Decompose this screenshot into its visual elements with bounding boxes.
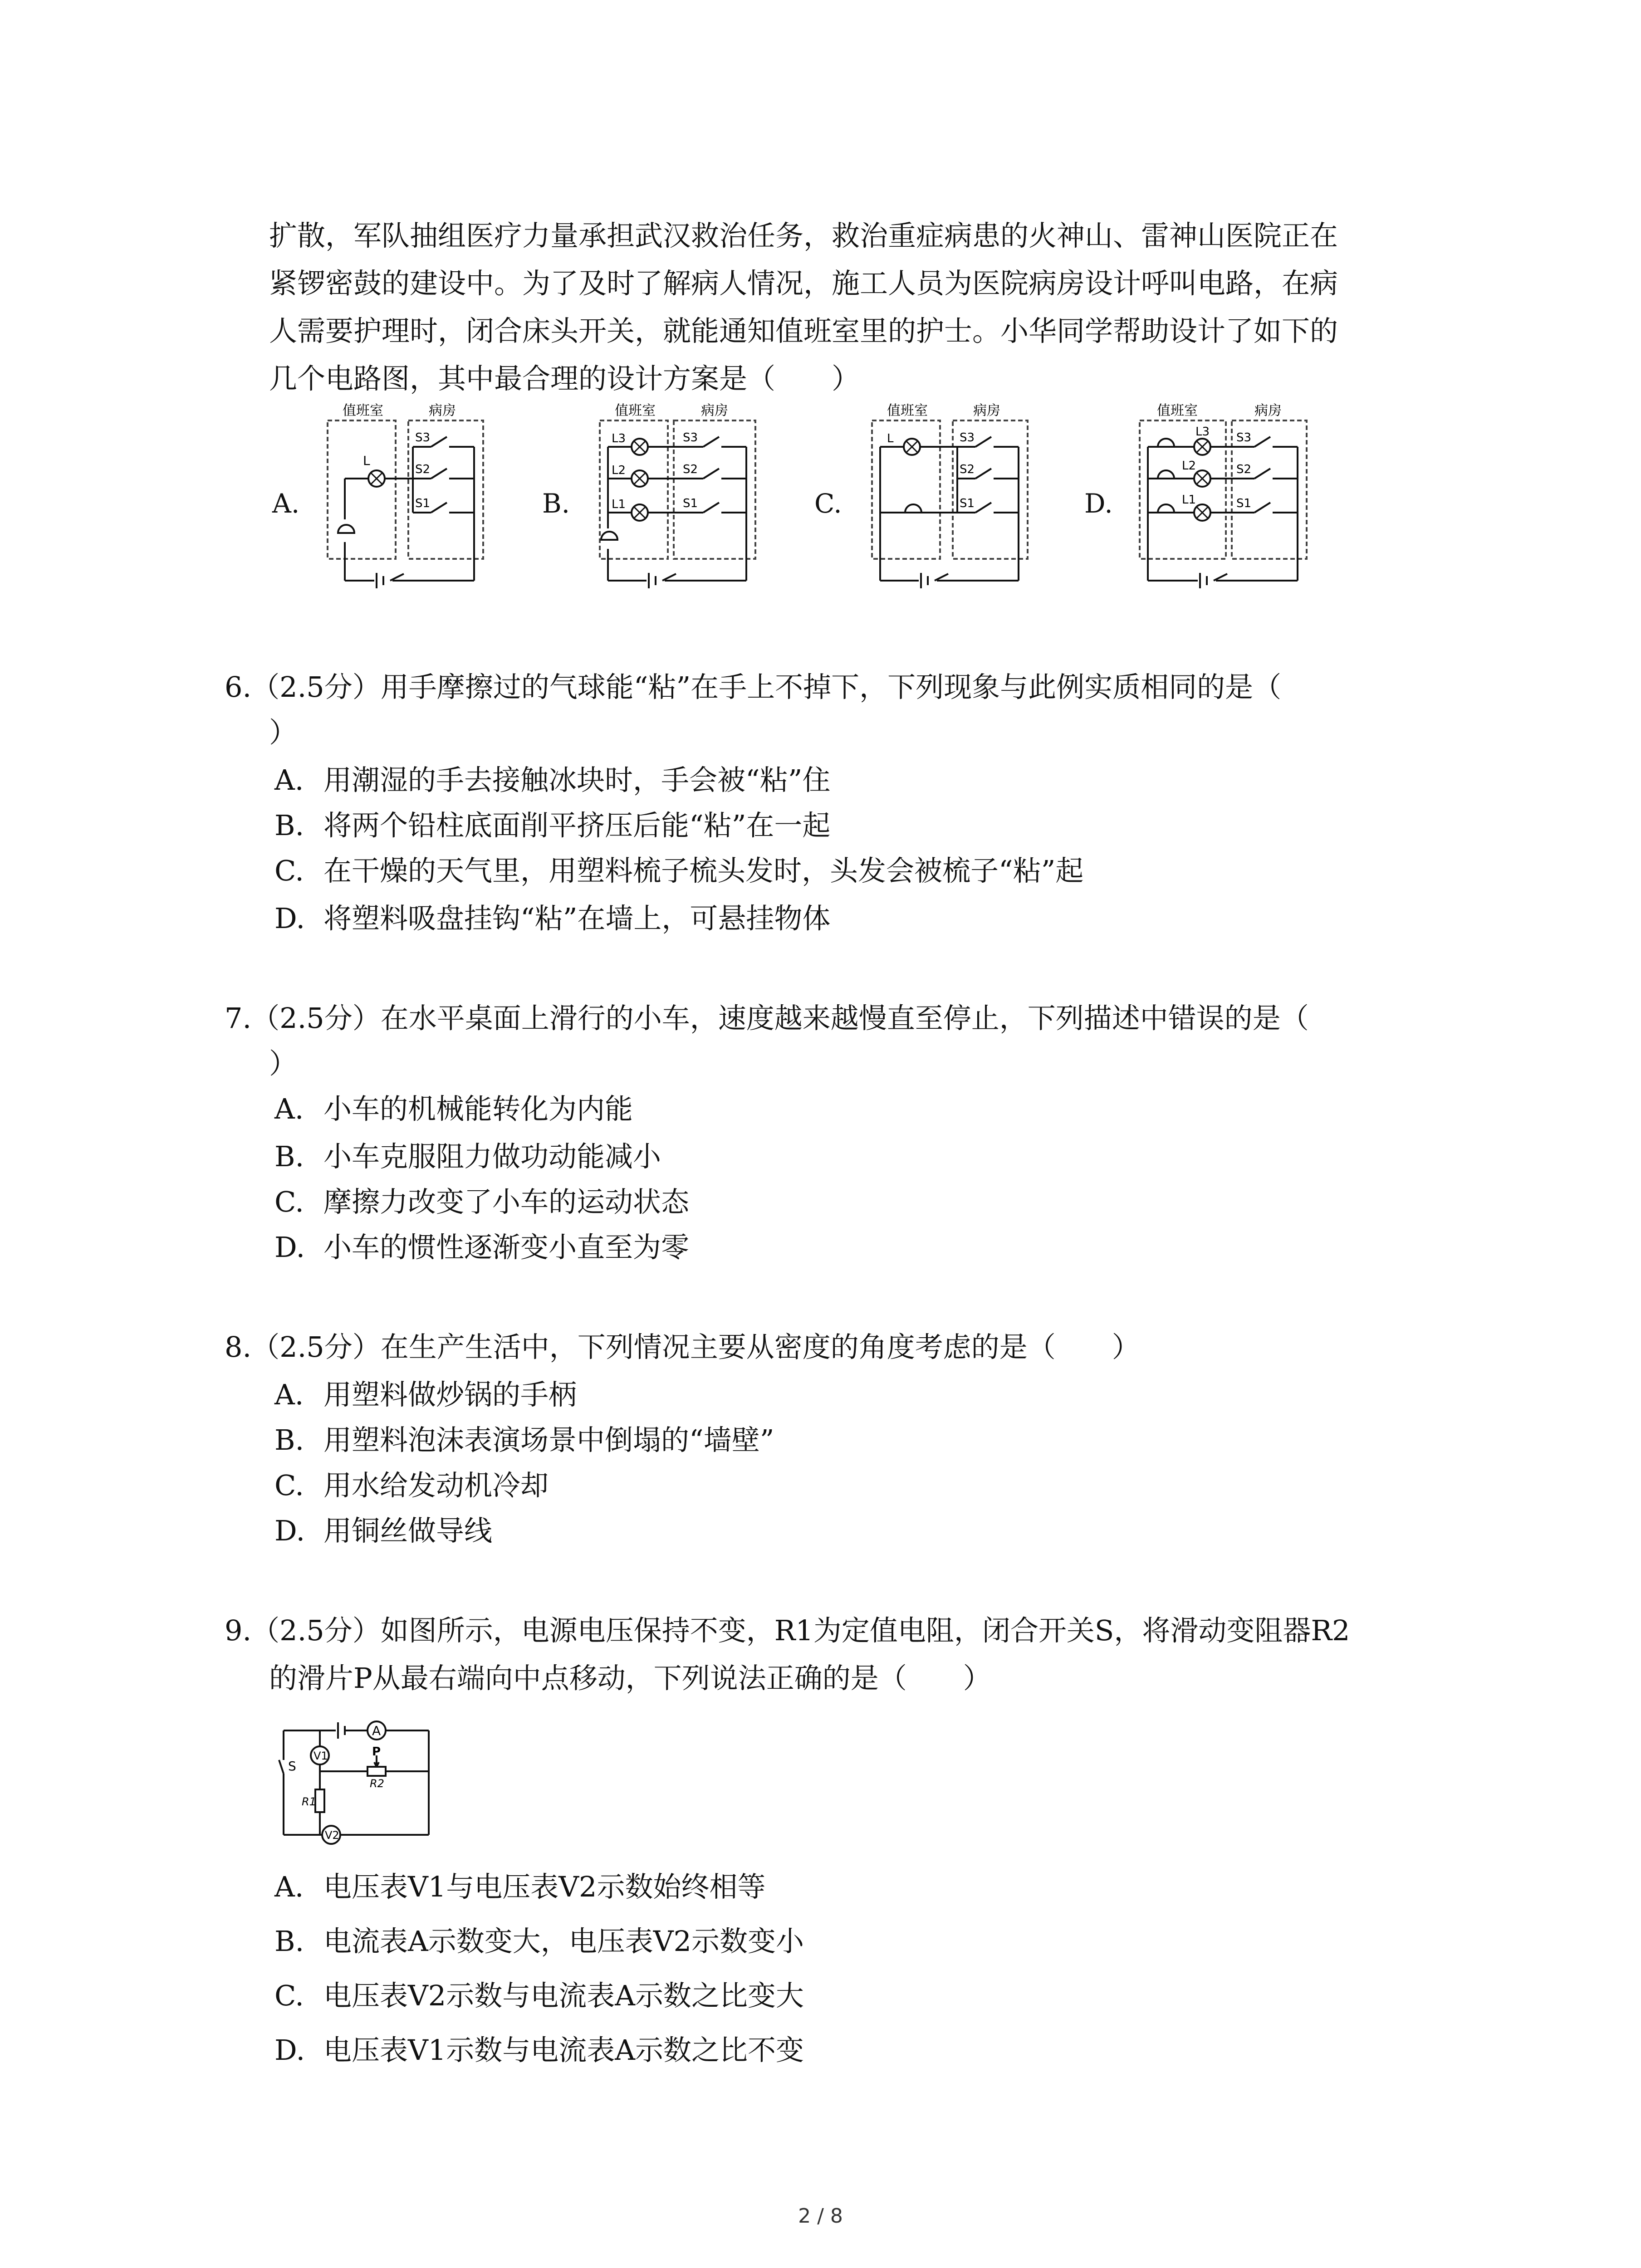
q9-option-a: A. 电压表V1与电压表V2示数始终相等 <box>274 1870 766 1903</box>
r2-label: R2 <box>370 1777 384 1790</box>
svg-text:S2: S2 <box>1236 463 1252 476</box>
q7-option-a: A. 小车的机械能转化为内能 <box>274 1092 633 1125</box>
page-number: 2 / 8 <box>798 2204 843 2228</box>
svg-text:S3: S3 <box>1236 431 1252 445</box>
q9-option-d: D. 电压表V1示数与电流表A示数之比不变 <box>274 2033 804 2067</box>
q5-circuit-c <box>862 401 1043 606</box>
svg-text:L1: L1 <box>1182 493 1196 507</box>
q9-stem: 9.（2.5分）如图所示，电源电压保持不变，R1为定值电阻，闭合开关S，将滑动变阻器R2 <box>225 1614 1350 1647</box>
q8-option-c: C. 用水给发动机冷却 <box>274 1469 549 1502</box>
q6-option-c: C. 在干燥的天气里，用塑料梳子梳头发时，头发会被梳子“粘”起 <box>274 854 1084 887</box>
svg-text:L1: L1 <box>612 498 626 511</box>
q8-option-b: B. 用塑料泡沫表演场景中倒塌的“墙壁” <box>274 1423 774 1457</box>
ammeter-label: A <box>372 1723 381 1738</box>
switch-label: S <box>288 1759 296 1774</box>
q5-line-2: 紧锣密鼓的建设中。为了及时了解病人情况，施工人员为医院病房设计呼叫电路，在病 <box>269 267 1338 300</box>
q5-line-1: 扩散，军队抽组医疗力量承担武汉救治任务，救治重症病患的火神山、雷神山医院正在 <box>269 219 1338 252</box>
q6-option-d: D. 将塑料吸盘挂钩“粘”在墙上，可悬挂物体 <box>274 902 831 935</box>
svg-text:S1: S1 <box>1236 497 1252 510</box>
q5-circuit-a <box>318 401 499 606</box>
svg-text:S1: S1 <box>415 497 431 510</box>
svg-text:S3: S3 <box>960 431 975 445</box>
svg-text:病房: 病房 <box>973 403 1000 419</box>
svg-text:S2: S2 <box>960 463 975 476</box>
q8-option-a: A. 用塑料做炒锅的手柄 <box>274 1378 577 1411</box>
q6-stem: 6.（2.5分）用手摩擦过的气球能“粘”在手上不掉下，下列现象与此例实质相同的是（ <box>225 670 1282 704</box>
svg-text:值班室: 值班室 <box>1157 403 1198 419</box>
q6-option-b: B. 将两个铅柱底面削平挤压后能“粘”在一起 <box>274 809 831 842</box>
q6-option-a: A. 用潮湿的手去接触冰块时，手会被“粘”住 <box>274 763 831 797</box>
svg-text:值班室: 值班室 <box>887 403 928 419</box>
svg-text:S1: S1 <box>960 497 975 510</box>
q5-option-d-label: D. <box>1084 488 1113 519</box>
q7-option-d: D. 小车的惯性逐渐变小直至为零 <box>274 1231 690 1264</box>
svg-text:L2: L2 <box>1182 459 1196 473</box>
q8-stem: 8.（2.5分）在生产生活中，下列情况主要从密度的角度考虑的是（ ） <box>225 1330 1140 1364</box>
q5-option-b-label: B. <box>542 488 570 519</box>
q7-option-b: B. 小车克服阻力做功动能减小 <box>274 1140 661 1173</box>
svg-text:L: L <box>887 432 894 445</box>
q7-option-c: C. 摩擦力改变了小车的运动状态 <box>274 1185 690 1218</box>
r1-label: R1 <box>302 1795 316 1808</box>
q5-circuit-d <box>1130 401 1320 606</box>
svg-text:S1: S1 <box>683 497 698 510</box>
q5-option-c-label: C. <box>814 488 842 519</box>
q5-circuit-b <box>590 401 771 606</box>
svg-text:病房: 病房 <box>701 403 728 419</box>
q5-line-3: 人需要护理时，闭合床头开关，就能通知值班室里的护士。小华同学帮助设计了如下的 <box>269 314 1338 347</box>
svg-text:L3: L3 <box>1195 425 1210 439</box>
svg-text:病房: 病房 <box>1254 403 1282 419</box>
ward-label: 病房 <box>429 403 456 419</box>
q7-stem: 7.（2.5分）在水平桌面上滑行的小车，速度越来越慢直至停止，下列描述中错误的是（ <box>225 1002 1309 1035</box>
svg-text:S3: S3 <box>683 431 698 445</box>
svg-text:值班室: 值班室 <box>615 403 656 419</box>
svg-text:L2: L2 <box>612 464 626 477</box>
q7-stem-cont: ） <box>269 1047 298 1080</box>
duty-room-label: 值班室 <box>343 403 383 419</box>
q9-stem-cont: 的滑片P从最右端向中点移动，下列说法正确的是（ ） <box>269 1662 991 1695</box>
svg-text:S3: S3 <box>415 431 431 445</box>
lamp-label: L <box>363 453 370 468</box>
svg-text:S2: S2 <box>415 463 431 476</box>
v1-label: V1 <box>314 1750 328 1762</box>
v2-label: V2 <box>325 1829 339 1842</box>
slider-label: P <box>372 1745 381 1759</box>
q9-circuit-figure <box>265 1712 442 1848</box>
q9-option-c: C. 电压表V2示数与电流表A示数之比变大 <box>274 1979 804 2012</box>
svg-text:S2: S2 <box>683 463 698 476</box>
q9-option-b: B. 电流表A示数变大，电压表V2示数变小 <box>274 1925 804 1958</box>
q5-option-a-label: A. <box>272 488 300 519</box>
q6-stem-cont: ） <box>269 716 298 749</box>
svg-text:L3: L3 <box>612 432 626 445</box>
q8-option-d: D. 用铜丝做导线 <box>274 1514 493 1547</box>
q5-line-4: 几个电路图，其中最合理的设计方案是（ ） <box>269 362 860 395</box>
